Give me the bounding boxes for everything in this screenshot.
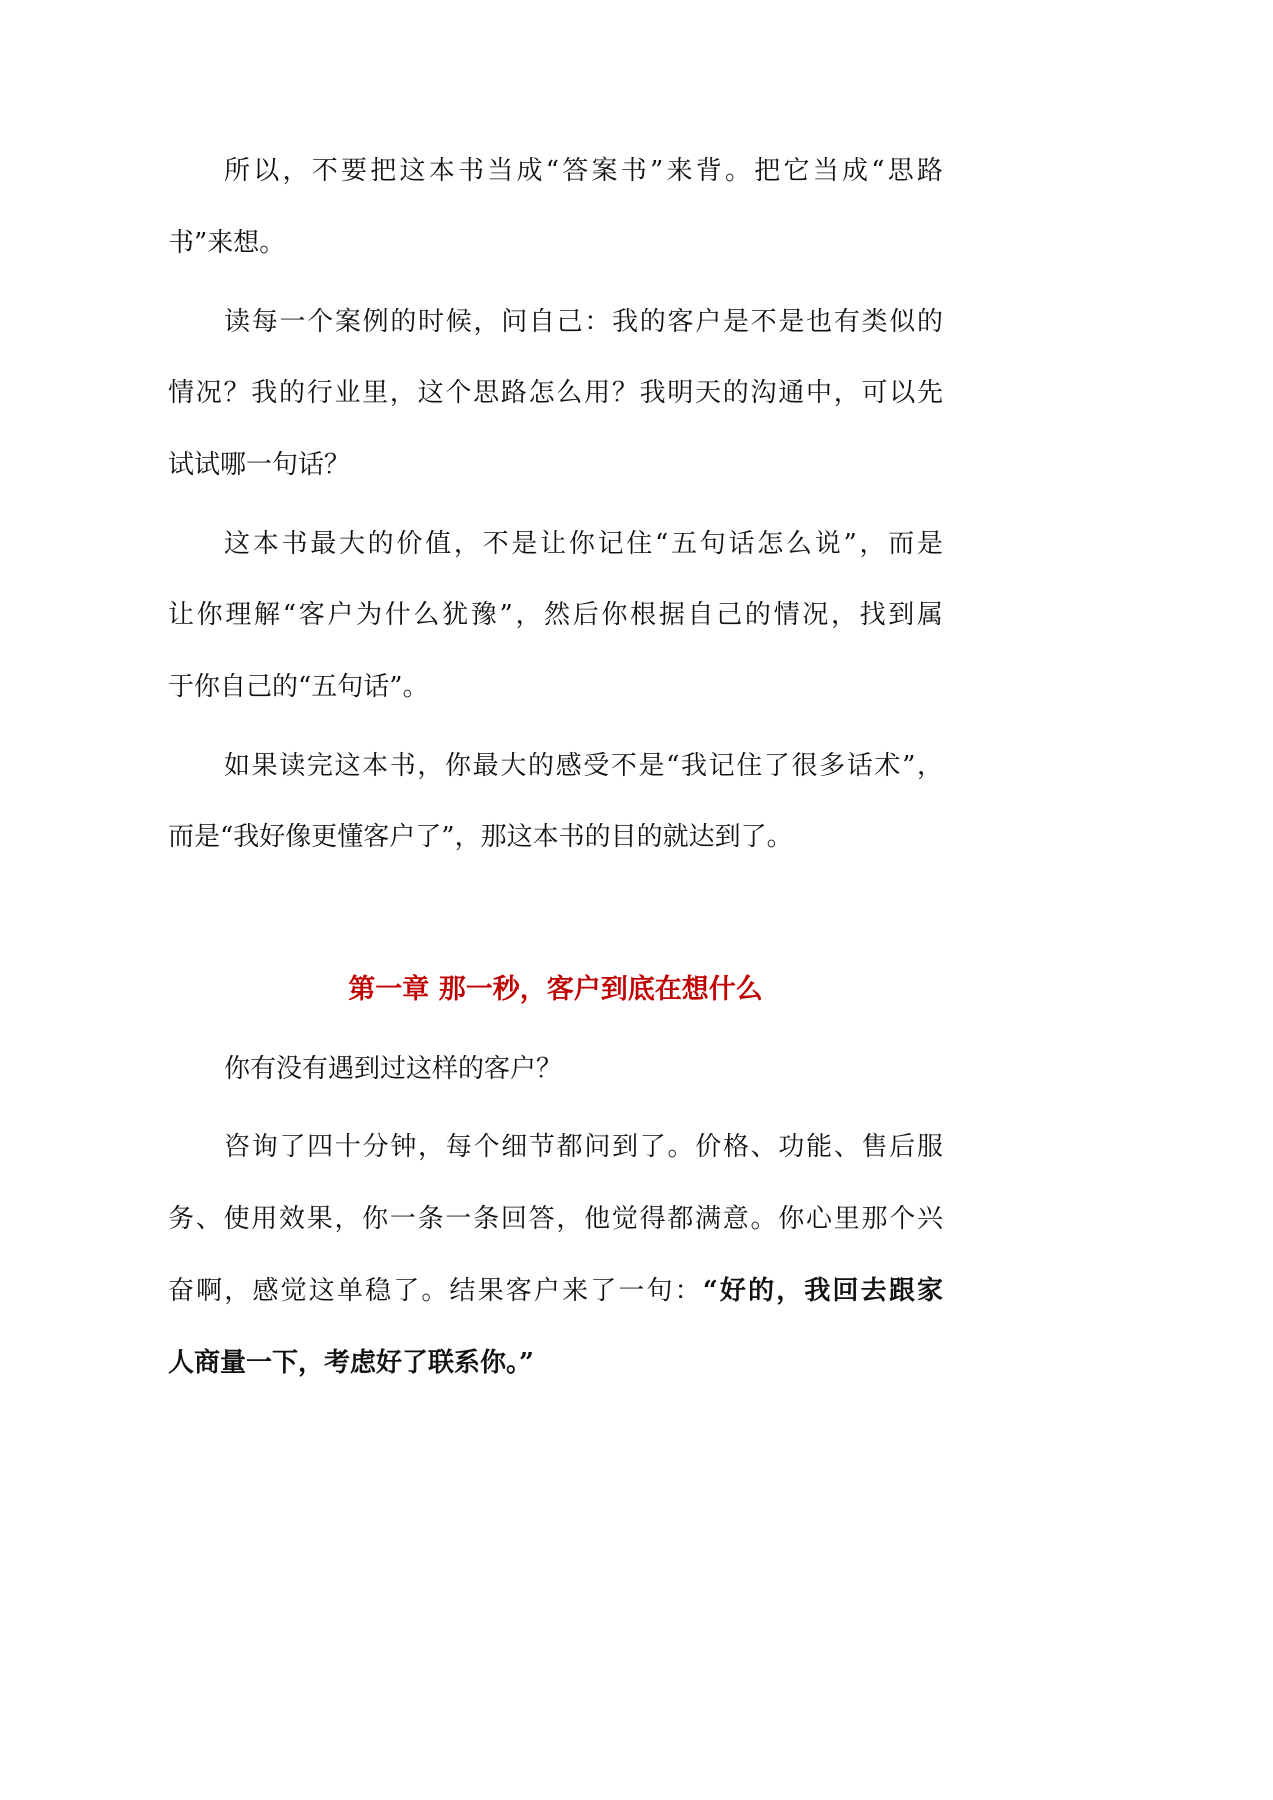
text-line: 让你理解“客户为什么犹豫”，然后你根据自己的情况，找到属 xyxy=(168,600,943,630)
quoted-reply-end: 人商量一下，考虑好了联系你。” xyxy=(168,1348,534,1378)
text-line: 这本书最大的价值，不是让你记住“五句话怎么说”，而是 xyxy=(224,529,943,559)
text-line: 如果读完这本书，你最大的感受不是“我记住了很多话术”， xyxy=(224,751,943,781)
quoted-reply-start: “好的，我回去跟家 xyxy=(702,1276,943,1306)
chapter-title: 第一章 那一秒，客户到底在想什么 xyxy=(348,974,763,1005)
text-line: 务、使用效果，你一条一条回答，他觉得都满意。你心里那个兴 xyxy=(168,1204,943,1234)
text-segment: 奋啊，感觉这单稳了。结果客户来了一句： xyxy=(168,1276,703,1306)
text-line: 书”来想。 xyxy=(168,228,286,258)
text-line: 情况？我的行业里，这个思路怎么用？我明天的沟通中，可以先 xyxy=(168,378,943,408)
text-line: 所以，不要把这本书当成“答案书”来背。把它当成“思路 xyxy=(224,156,943,186)
text-line: 读每一个案例的时候，问自己：我的客户是不是也有类似的 xyxy=(224,307,943,337)
text-line: 你有没有遇到过这样的客户？ xyxy=(224,1054,563,1084)
text-line-mixed xyxy=(168,1274,943,1308)
text-line: 于你自己的“五句话”。 xyxy=(168,672,429,702)
text-line: 而是“我好像更懂客户了”，那这本书的目的就达到了。 xyxy=(168,822,793,852)
text-line: 咨询了四十分钟，每个细节都问到了。价格、功能、售后服 xyxy=(224,1132,943,1162)
text-line: 试试哪一句话？ xyxy=(168,450,351,480)
